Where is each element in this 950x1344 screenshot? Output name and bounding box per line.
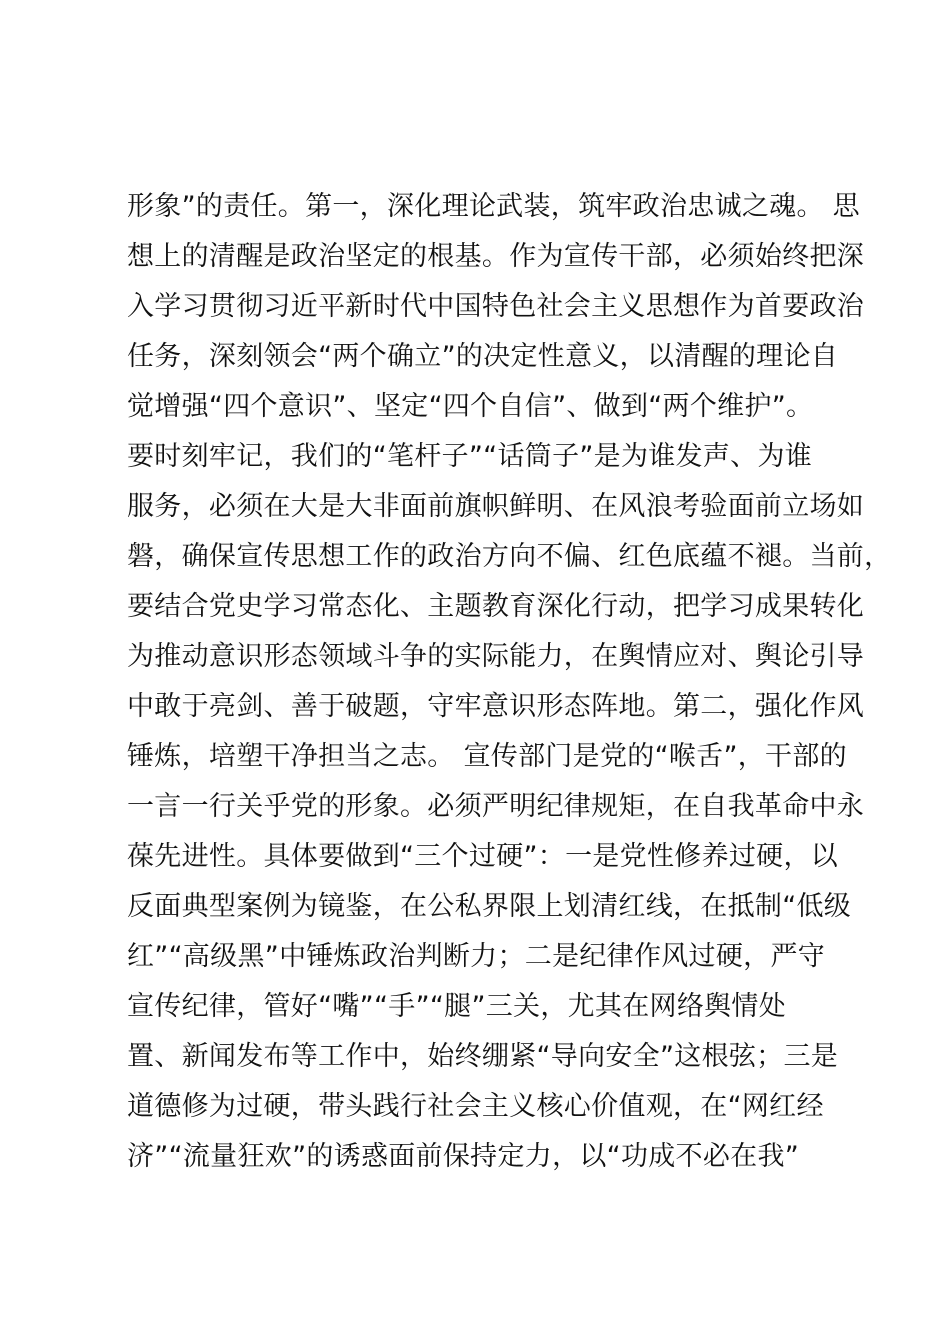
text-line: 为推动意识形态领域斗争的实际能力，在舆情应对、舆论引导 <box>127 641 865 672</box>
body-text <box>127 182 892 1182</box>
text-line: 置、新闻发布等工作中，始终绷紧“导向安全”这根弦；三是 <box>127 1041 839 1072</box>
text-line: 红”“高级黑”中锤炼政治判断力；二是纪律作风过硬，严守 <box>127 941 826 972</box>
text-line: 要结合党史学习常态化、主题教育深化行动，把学习成果转化 <box>127 591 865 622</box>
text-line: 济”“流量狂欢”的诱惑面前保持定力，以“功成不必在我” <box>127 1141 800 1172</box>
text-line: 要时刻牢记，我们的“笔杆子”“话筒子”是为谁发声、为谁 <box>127 441 813 472</box>
text-line: 道德修为过硬，带头践行社会主义核心价值观，在“网红经 <box>127 1091 824 1122</box>
text-line: 一言一行关乎党的形象。必须严明纪律规矩，在自我革命中永 <box>127 791 865 822</box>
text-line: 宣传纪律，管好“嘴”“手”“腿”三关，尤其在网络舆情处 <box>127 991 787 1022</box>
text-line: 形象”的责任。第一，深化理论武装，筑牢政治忠诚之魂。 思 <box>127 191 860 222</box>
text-line: 磐，确保宣传思想工作的政治方向不偏、红色底蕴不褪。当前， <box>127 541 892 572</box>
text-line: 服务，必须在大是大非面前旗帜鲜明、在风浪考验面前立场如 <box>127 491 865 522</box>
text-line: 入学习贯彻习近平新时代中国特色社会主义思想作为首要政治 <box>127 291 865 322</box>
text-line: 反面典型案例为镜鉴，在公私界限上划清红线，在抵制“低级 <box>127 891 852 922</box>
text-line: 中敢于亮剑、善于破题，守牢意识形态阵地。第二，强化作风 <box>127 691 865 722</box>
text-line: 想上的清醒是政治坚定的根基。作为宣传干部，必须始终把深 <box>127 241 865 272</box>
text-line: 葆先进性。具体要做到“三个过硬”：一是党性修养过硬，以 <box>127 841 839 872</box>
text-line: 觉增强“四个意识”、坚定“四个自信”、做到“两个维护”。 <box>127 391 814 422</box>
text-line: 锤炼，培塑干净担当之志。 宣传部门是党的“喉舌”，干部的 <box>127 741 847 772</box>
text-line: 任务，深刻领会“两个确立”的决定性意义，以清醒的理论自 <box>127 341 839 372</box>
